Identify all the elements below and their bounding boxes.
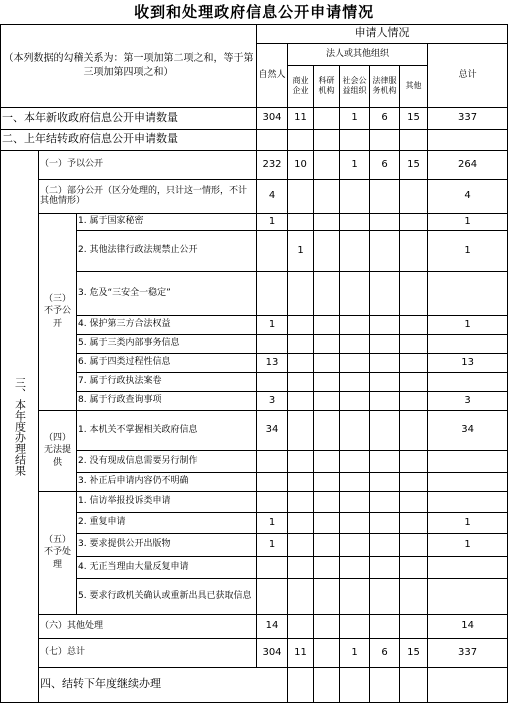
cell bbox=[370, 556, 400, 578]
cell bbox=[314, 556, 340, 578]
cell bbox=[340, 450, 370, 472]
cell bbox=[400, 230, 428, 271]
cell bbox=[314, 179, 340, 213]
group-not-disclosed-label: （三）不予公开 bbox=[39, 213, 77, 410]
cell: 34 bbox=[257, 410, 288, 450]
row-label: 3. 要求提供公开出版物 bbox=[77, 533, 257, 556]
cell bbox=[314, 472, 340, 491]
cell bbox=[314, 230, 340, 271]
cell bbox=[314, 410, 340, 450]
cell bbox=[370, 578, 400, 614]
cell bbox=[257, 334, 288, 353]
cell bbox=[314, 271, 340, 315]
cell bbox=[340, 179, 370, 213]
table-row bbox=[1, 334, 508, 353]
cell: 1 bbox=[257, 533, 288, 556]
cell bbox=[340, 129, 370, 150]
cell bbox=[314, 150, 340, 179]
table-row bbox=[1, 372, 508, 391]
cell: 6 bbox=[370, 150, 400, 179]
cell: 1 bbox=[428, 315, 508, 334]
cell bbox=[400, 533, 428, 556]
cell bbox=[257, 450, 288, 472]
social-header: 社会公益组织 bbox=[340, 65, 370, 107]
cell bbox=[428, 334, 508, 353]
cell bbox=[340, 315, 370, 334]
cell bbox=[400, 391, 428, 410]
business-header: 商业企业 bbox=[288, 65, 314, 107]
cell bbox=[400, 614, 428, 638]
cell bbox=[370, 410, 400, 450]
cell bbox=[340, 334, 370, 353]
cell bbox=[370, 450, 400, 472]
table-row bbox=[1, 230, 508, 271]
cell bbox=[288, 391, 314, 410]
cell: 4 bbox=[257, 179, 288, 213]
cell bbox=[314, 533, 340, 556]
row-label: 3. 危及“三安全一稳定” bbox=[77, 271, 257, 315]
cell: 1 bbox=[428, 533, 508, 556]
cell bbox=[314, 334, 340, 353]
cell bbox=[400, 578, 428, 614]
cell bbox=[314, 353, 340, 372]
law-header: 法律服务机构 bbox=[370, 65, 400, 107]
cell bbox=[340, 578, 370, 614]
section-2-label: 二、上年结转政府信息公开申请数量 bbox=[1, 129, 257, 150]
cell: 11 bbox=[288, 107, 314, 129]
row-label: （七）总计 bbox=[39, 638, 257, 667]
cell: 1 bbox=[340, 150, 370, 179]
cell bbox=[370, 391, 400, 410]
table-row bbox=[1, 556, 508, 578]
group-not-processed-label: （五）不予处理 bbox=[39, 491, 77, 614]
cell bbox=[314, 391, 340, 410]
row-label: 1. 信访举报投诉类申请 bbox=[77, 491, 257, 512]
cell: 1 bbox=[288, 230, 314, 271]
row-label: 4. 无正当理由大量反复申请 bbox=[77, 556, 257, 578]
cell bbox=[370, 491, 400, 512]
cell bbox=[314, 450, 340, 472]
cell: 1 bbox=[340, 107, 370, 129]
cell bbox=[340, 614, 370, 638]
cell: 1 bbox=[428, 230, 508, 271]
cell: 14 bbox=[257, 614, 288, 638]
cell bbox=[370, 334, 400, 353]
row-label: 5. 属于三类内部事务信息 bbox=[77, 334, 257, 353]
table-row bbox=[1, 315, 508, 334]
cell bbox=[370, 213, 400, 230]
cell: 337 bbox=[428, 107, 508, 129]
row-label: 2. 重复申请 bbox=[77, 512, 257, 533]
cell bbox=[340, 271, 370, 315]
cell bbox=[340, 213, 370, 230]
cell bbox=[370, 230, 400, 271]
cell bbox=[370, 667, 400, 702]
total-header: 总计 bbox=[428, 43, 508, 107]
cell bbox=[340, 410, 370, 450]
cell bbox=[400, 667, 428, 702]
cell: 6 bbox=[370, 107, 400, 129]
cell bbox=[340, 491, 370, 512]
cell: 11 bbox=[288, 638, 314, 667]
table-row bbox=[1, 533, 508, 556]
cell bbox=[370, 614, 400, 638]
cell bbox=[428, 667, 508, 702]
cell bbox=[314, 638, 340, 667]
cell bbox=[400, 472, 428, 491]
row-label: 1. 本机关不掌握相关政府信息 bbox=[77, 410, 257, 450]
cell bbox=[288, 450, 314, 472]
cell: 264 bbox=[428, 150, 508, 179]
table-row bbox=[1, 450, 508, 472]
row-label: 4. 保护第三方合法权益 bbox=[77, 315, 257, 334]
cell bbox=[400, 512, 428, 533]
cell bbox=[428, 271, 508, 315]
cell bbox=[340, 533, 370, 556]
cell bbox=[288, 353, 314, 372]
cell: 13 bbox=[257, 353, 288, 372]
cell bbox=[400, 315, 428, 334]
row-label: （一）予以公开 bbox=[39, 150, 257, 179]
row-label: 8. 属于行政查询事项 bbox=[77, 391, 257, 410]
cell bbox=[428, 491, 508, 512]
cell: 1 bbox=[257, 213, 288, 230]
cell bbox=[400, 334, 428, 353]
cell bbox=[400, 353, 428, 372]
cell bbox=[340, 372, 370, 391]
row-label: 3. 补正后申请内容仍不明确 bbox=[77, 472, 257, 491]
cell bbox=[340, 353, 370, 372]
cell bbox=[288, 614, 314, 638]
cell bbox=[257, 578, 288, 614]
cell bbox=[257, 372, 288, 391]
cell: 4 bbox=[428, 179, 508, 213]
cell bbox=[314, 213, 340, 230]
cell bbox=[288, 334, 314, 353]
cell bbox=[400, 179, 428, 213]
cell bbox=[400, 556, 428, 578]
cell bbox=[340, 472, 370, 491]
cell bbox=[288, 472, 314, 491]
table-row bbox=[1, 150, 508, 179]
table-row bbox=[1, 472, 508, 491]
cell bbox=[288, 512, 314, 533]
section-1-label: 一、本年新收政府信息公开申请数量 bbox=[1, 107, 257, 129]
cell: 15 bbox=[400, 150, 428, 179]
cell bbox=[288, 315, 314, 334]
cell bbox=[257, 491, 288, 512]
row-label: 7. 属于行政执法案卷 bbox=[77, 372, 257, 391]
cell bbox=[370, 179, 400, 213]
cell bbox=[288, 213, 314, 230]
cell bbox=[314, 667, 340, 702]
cell bbox=[288, 410, 314, 450]
row-label: （六）其他处理 bbox=[39, 614, 257, 638]
cell bbox=[314, 578, 340, 614]
cell bbox=[428, 472, 508, 491]
cell bbox=[288, 491, 314, 512]
cell bbox=[428, 578, 508, 614]
cell bbox=[288, 667, 314, 702]
cell bbox=[370, 353, 400, 372]
cell: 232 bbox=[257, 150, 288, 179]
cell bbox=[400, 372, 428, 391]
table-row bbox=[1, 353, 508, 372]
cell: 14 bbox=[428, 614, 508, 638]
cell bbox=[288, 372, 314, 391]
table-row bbox=[1, 491, 508, 512]
group-unable-label: （四）无法提供 bbox=[39, 410, 77, 491]
cell bbox=[370, 315, 400, 334]
cell: 1 bbox=[428, 512, 508, 533]
table-row bbox=[1, 512, 508, 533]
cell: 3 bbox=[257, 391, 288, 410]
cell bbox=[257, 230, 288, 271]
cell bbox=[340, 667, 370, 702]
cell bbox=[428, 556, 508, 578]
cell bbox=[370, 512, 400, 533]
table-row bbox=[1, 578, 508, 614]
cell bbox=[340, 391, 370, 410]
table-row bbox=[1, 107, 508, 129]
table-row bbox=[1, 410, 508, 450]
cell bbox=[257, 129, 288, 150]
row-label: 6. 属于四类过程性信息 bbox=[77, 353, 257, 372]
cell: 1 bbox=[257, 512, 288, 533]
cell: 1 bbox=[340, 638, 370, 667]
cell bbox=[340, 512, 370, 533]
cell bbox=[428, 129, 508, 150]
section-3-label: 三、本年度办理结果 bbox=[1, 150, 39, 702]
cell bbox=[428, 372, 508, 391]
research-header: 科研机构 bbox=[314, 65, 340, 107]
cell bbox=[400, 129, 428, 150]
row-label: 2. 没有现成信息需要另行制作 bbox=[77, 450, 257, 472]
cell bbox=[288, 179, 314, 213]
cell bbox=[288, 533, 314, 556]
cell bbox=[370, 372, 400, 391]
cell: 34 bbox=[428, 410, 508, 450]
cell: 13 bbox=[428, 353, 508, 372]
table-row bbox=[1, 271, 508, 315]
cell: 304 bbox=[257, 638, 288, 667]
cell bbox=[400, 410, 428, 450]
cell: 304 bbox=[257, 107, 288, 129]
cell bbox=[400, 213, 428, 230]
cell bbox=[314, 107, 340, 129]
cell bbox=[400, 491, 428, 512]
cell bbox=[428, 450, 508, 472]
table-row bbox=[1, 638, 508, 667]
cell bbox=[288, 271, 314, 315]
cell: 3 bbox=[428, 391, 508, 410]
cell bbox=[314, 372, 340, 391]
cell bbox=[370, 129, 400, 150]
row-label: （二）部分公开（区分处理的，只计这一情形，不计其他情形） bbox=[39, 179, 257, 213]
cell bbox=[400, 450, 428, 472]
cell bbox=[257, 556, 288, 578]
row-label: 2. 其他法律行政法规禁止公开 bbox=[77, 230, 257, 271]
cell bbox=[257, 271, 288, 315]
cell bbox=[257, 472, 288, 491]
cell: 1 bbox=[257, 315, 288, 334]
cell bbox=[314, 315, 340, 334]
table-row bbox=[1, 667, 508, 702]
cell: 15 bbox=[400, 638, 428, 667]
relationship-note: （本列数据的勾稽关系为：第一项加第二项之和，等于第三项加第四项之和） bbox=[1, 24, 257, 107]
cell bbox=[370, 533, 400, 556]
cell bbox=[400, 271, 428, 315]
cell: 1 bbox=[428, 213, 508, 230]
table-row bbox=[1, 391, 508, 410]
cell: 10 bbox=[288, 150, 314, 179]
row-label: 5. 要求行政机关确认或重新出具已获取信息 bbox=[77, 578, 257, 614]
cell: 6 bbox=[370, 638, 400, 667]
natural-person-header: 自然人 bbox=[257, 43, 288, 107]
table-row bbox=[1, 213, 508, 230]
cell bbox=[288, 578, 314, 614]
cell bbox=[340, 230, 370, 271]
cell bbox=[370, 472, 400, 491]
cell bbox=[314, 129, 340, 150]
table-row bbox=[1, 129, 508, 150]
cell bbox=[314, 614, 340, 638]
section-4-label: 四、结转下年度继续办理 bbox=[39, 667, 288, 702]
table-row bbox=[1, 614, 508, 638]
table-row bbox=[1, 179, 508, 213]
cell bbox=[314, 491, 340, 512]
cell bbox=[288, 556, 314, 578]
page-title: 收到和处理政府信息公开申请情况 bbox=[1, 0, 508, 24]
other-header: 其他 bbox=[400, 65, 428, 107]
cell: 15 bbox=[400, 107, 428, 129]
cell: 337 bbox=[428, 638, 508, 667]
cell bbox=[314, 512, 340, 533]
cell bbox=[340, 556, 370, 578]
row-label: 1. 属于国家秘密 bbox=[77, 213, 257, 230]
cell bbox=[370, 271, 400, 315]
applicant-header: 申请人情况 bbox=[257, 24, 508, 43]
legal-entity-header: 法人或其他组织 bbox=[288, 43, 428, 65]
cell bbox=[288, 129, 314, 150]
